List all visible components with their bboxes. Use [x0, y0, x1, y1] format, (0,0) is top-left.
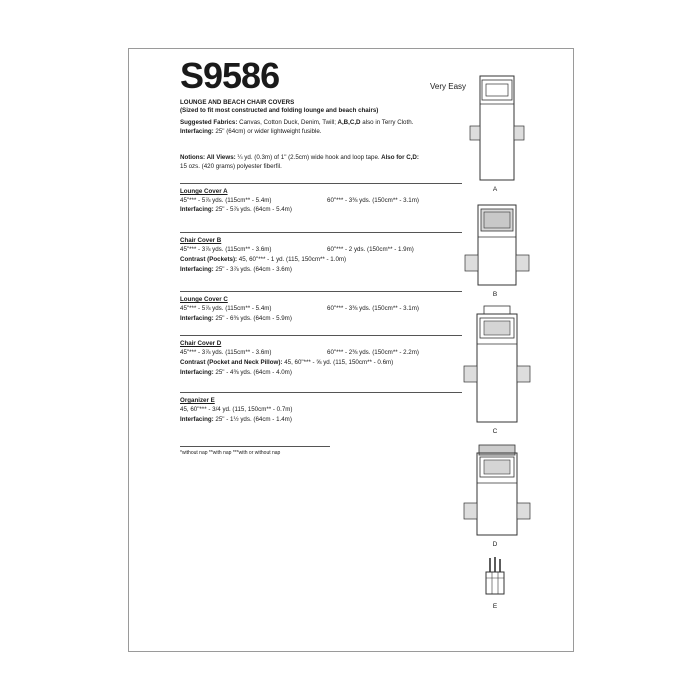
yardage-b-60: 60"*** - 2 yds. (150cm** - 1.9m)	[327, 246, 414, 253]
view-d-illustration	[460, 443, 534, 538]
yardage-a-45: 45"*** - 5⅞ yds. (115cm** - 5.4m)	[180, 197, 272, 204]
interfacing-e-label: Interfacing:	[180, 416, 214, 423]
section-divider	[180, 183, 462, 184]
interfacing-e-text: 25" - 1½ yds. (64cm - 1.4m)	[213, 416, 292, 423]
yardage-c-60: 60"*** - 3⅜ yds. (150cm** - 3.1m)	[327, 305, 419, 312]
suggested-fabrics-label: Suggested Fabrics:	[180, 119, 238, 126]
section-heading-a: Lounge Cover A	[180, 188, 228, 195]
section-divider	[180, 392, 462, 393]
yardage-c-45: 45"*** - 5⅞ yds. (115cm** - 5.4m)	[180, 305, 272, 312]
yardage-d-45: 45"*** - 3⅞ yds. (115cm** - 3.6m)	[180, 349, 272, 356]
notions	[180, 154, 419, 162]
interfacing-e	[180, 416, 292, 424]
section-divider	[180, 232, 462, 233]
view-label-a: A	[492, 186, 498, 193]
interfacing-a	[180, 206, 292, 214]
section-heading-d: Chair Cover D	[180, 340, 222, 347]
interfacing-d-text: 25" - 4⅜ yds. (64cm - 4.0m)	[213, 369, 292, 376]
contrast-d	[180, 359, 393, 367]
section-divider	[180, 291, 462, 292]
yardage-e: 45, 60"*** - 3/4 yd. (115, 150cm** - 0.7m)	[180, 406, 293, 413]
pattern-subtitle: (Sized to fit most constructed and folding lounge and beach chairs)	[180, 107, 379, 114]
pattern-title: LOUNGE AND BEACH CHAIR COVERS	[180, 99, 295, 106]
interfacing-a-label: Interfacing:	[180, 206, 214, 213]
interfacing-a-text: 25" - 5⅞ yds. (64cm - 5.4m)	[213, 206, 292, 213]
pattern-number: S9586	[180, 55, 280, 96]
view-label-c: C	[492, 428, 498, 435]
view-e-illustration	[482, 556, 508, 600]
notions-label: Notions: All Views:	[180, 154, 236, 161]
difficulty-rating: Very Easy	[430, 82, 467, 91]
view-label-d: D	[492, 541, 498, 548]
interfacing-general-label: Interfacing:	[180, 128, 214, 135]
view-a-illustration	[466, 74, 528, 184]
interfacing-b	[180, 266, 292, 274]
section-heading-e: Organizer E	[180, 397, 215, 404]
notions-label2: Also for C,D:	[379, 154, 419, 161]
suggested-fabrics	[180, 119, 413, 127]
suggested-fabrics-text2: also in Terry Cloth.	[360, 119, 414, 126]
interfacing-general-text: 25" (64cm) or wider lightweight fusible.	[213, 128, 322, 135]
interfacing-c	[180, 315, 292, 323]
yardage-b-45: 45"*** - 3⅞ yds. (115cm** - 3.6m)	[180, 246, 272, 253]
interfacing-c-label: Interfacing:	[180, 315, 214, 322]
view-b-illustration	[462, 203, 532, 288]
interfacing-b-text: 25" - 3⅞ yds. (64cm - 3.6m)	[213, 266, 292, 273]
section-heading-c: Lounge Cover C	[180, 296, 228, 303]
notions-line2: 15 ozs. (420 grams) polyester fiberfil.	[180, 163, 282, 170]
footnote-divider	[180, 446, 330, 447]
contrast-b-text: 45, 60"*** - 1 yd. (115, 150cm** - 1.0m)	[237, 256, 347, 263]
suggested-fabrics-text: Canvas, Cotton Duck, Denim, Twill;	[237, 119, 336, 126]
suggested-fabrics-views: A,B,C,D	[336, 119, 361, 126]
view-c-illustration	[460, 304, 534, 424]
interfacing-d-label: Interfacing:	[180, 369, 214, 376]
section-heading-b: Chair Cover B	[180, 237, 222, 244]
interfacing-general	[180, 128, 321, 136]
notions-text: ¼ yd. (0.3m) of 1" (2.5cm) wide hook and loop tape.	[235, 154, 380, 161]
footnote: *without nap **with nap ***with or without nap	[180, 450, 281, 456]
interfacing-d	[180, 369, 292, 377]
contrast-b-label: Contrast (Pockets):	[180, 256, 238, 263]
view-label-b: B	[492, 291, 498, 298]
section-divider	[180, 335, 462, 336]
yardage-d-60: 60"*** - 2⅜ yds. (150cm** - 2.2m)	[327, 349, 419, 356]
yardage-a-60: 60"*** - 3⅜ yds. (150cm** - 3.1m)	[327, 197, 419, 204]
contrast-d-label: Contrast (Pocket and Neck Pillow):	[180, 359, 283, 366]
interfacing-b-label: Interfacing:	[180, 266, 214, 273]
contrast-b	[180, 256, 346, 264]
view-label-e: E	[492, 603, 498, 610]
interfacing-c-text: 25" - 6⅜ yds. (64cm - 5.9m)	[213, 315, 292, 322]
contrast-d-text: 45, 60"*** - ⅝ yd. (115, 150cm** - 0.6m)	[282, 359, 394, 366]
